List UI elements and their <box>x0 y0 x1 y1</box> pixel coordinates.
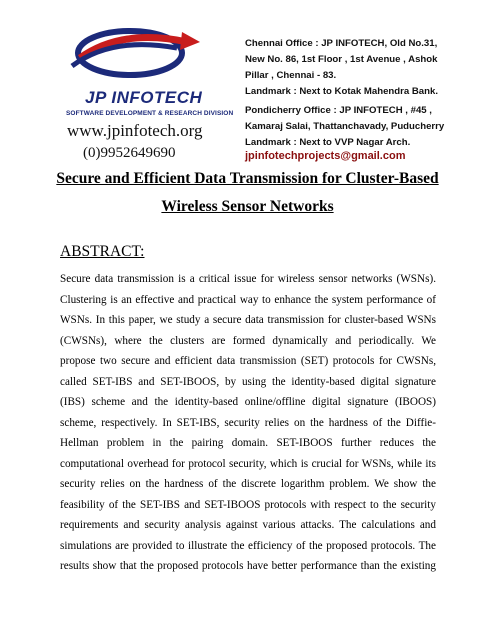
letterhead <box>0 0 495 165</box>
chennai-line: Pillar , Chennai - 83. <box>245 70 337 81</box>
abstract-line: (CWSNs), where the clusters are formed dynamically and periodically. We <box>60 334 436 347</box>
abstract-line: results show that the proposed protocols have better performance than the existing <box>60 560 436 572</box>
abstract-line: called SET-IBS and SET-IBOOS, by using the identity-based digital signature <box>60 375 436 388</box>
abstract-line: WSNs. In this paper, we study a secure data transmission for cluster-based WSNs <box>60 314 436 326</box>
abstract-line: Secure data transmission is a critical issue for wireless sensor networks (WSNs). <box>60 273 436 285</box>
abstract-line: Hellman problem in the pairing domain. SET-IBOOS further reduces the <box>60 437 436 449</box>
abstract-line: simulations are provided to illustrate the efficiency of the proposed protocols. The <box>60 539 436 552</box>
abstract-line: scheme, respectively. In SET-IBS, security relies on the hardness of the Diffie- <box>60 416 436 429</box>
abstract-line: computational overhead for protocol security, which is crucial for WSNs, while its <box>60 457 436 470</box>
abstract-line: requirements and security analysis against various attacks. The calculations and <box>60 519 436 531</box>
paper-title-line-1: Secure and Efficient Data Transmission for Cluster-Based <box>56 170 439 187</box>
phone-number: (0)9952649690 <box>83 145 176 161</box>
division-label: SOFTWARE DEVELOPMENT & RESEARCH DIVISION <box>66 110 234 117</box>
chennai-line: Landmark : Next to Kotak Mahendra Bank. <box>245 86 438 97</box>
chennai-office-address <box>245 36 438 100</box>
email-link[interactable]: jpinfotechprojects@gmail.com <box>245 150 406 162</box>
abstract-heading: ABSTRACT: <box>60 243 145 260</box>
abstract-line: propose two secure and efficient data transmission (SET) protocols for CWSNs, <box>60 355 436 367</box>
abstract-line: security relies on the hardness of the discrete logarithm problem. We show the <box>60 478 436 490</box>
jp-infotech-logo <box>52 18 212 88</box>
pondicherry-office-address <box>245 103 444 151</box>
company-name: JP INFOTECH <box>85 88 203 107</box>
paper-title-line-2: Wireless Sensor Networks <box>161 198 334 215</box>
abstract-paragraph <box>60 269 436 577</box>
pondy-line: Pondicherry Office : JP INFOTECH , #45 , <box>245 105 432 116</box>
abstract-line: Clustering is an effective and practical way to enhance the system performance of <box>60 293 436 306</box>
chennai-line: New No. 86, 1st Floor , 1st Avenue , Ashok <box>245 54 438 65</box>
abstract-line: (IBS) scheme and the identity-based online/offline digital signature (IBOOS) <box>60 396 436 408</box>
pondy-line: Kamaraj Salai, Thattanchavady, Puducherry <box>245 121 445 132</box>
website-link[interactable]: www.jpinfotech.org <box>67 121 203 140</box>
pondy-line: Landmark : Next to VVP Nagar Arch. <box>245 137 411 148</box>
chennai-line: Chennai Office : JP INFOTECH, Old No.31, <box>245 38 438 49</box>
abstract-line: feasibility of the SET-IBS and SET-IBOOS protocols with respect to the security <box>60 498 436 511</box>
